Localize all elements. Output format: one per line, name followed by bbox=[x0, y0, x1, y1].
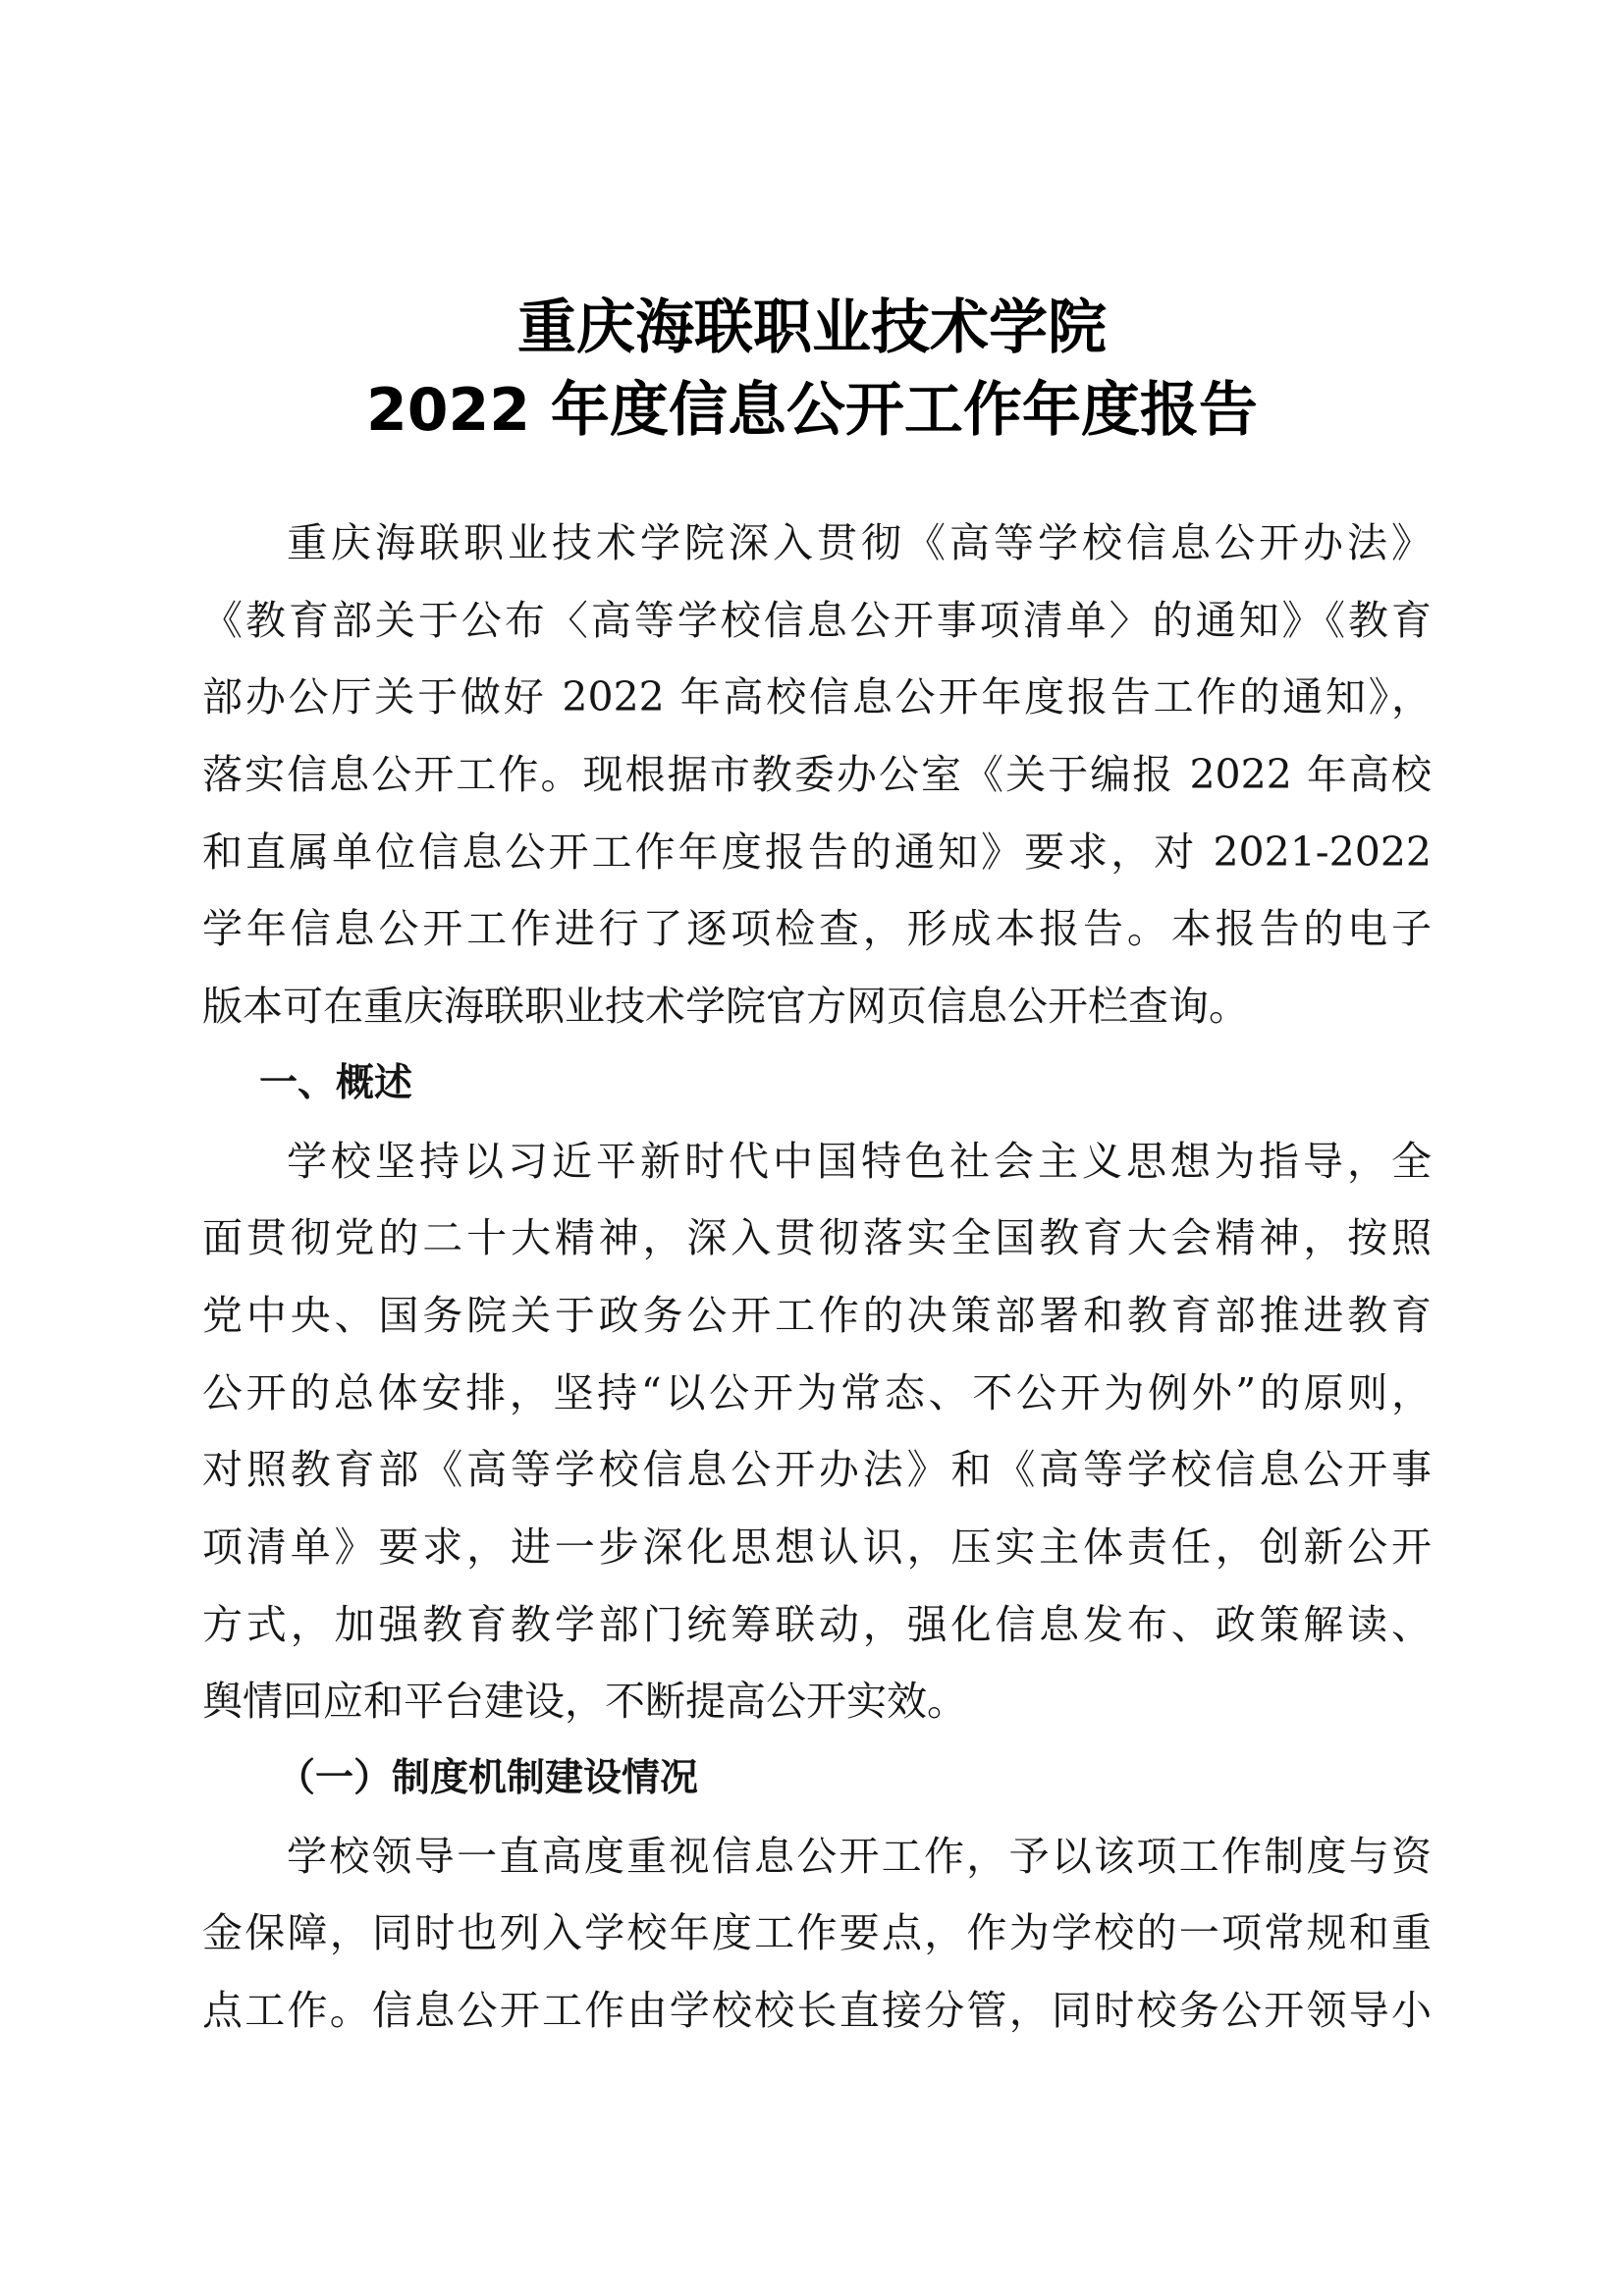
paragraph-line: 部办公厅关于做好 2022 年高校信息公开年度报告工作的通知》， bbox=[202, 673, 1432, 721]
paragraph-line: 舆情回应和平台建设，不断提高公开实效。 bbox=[202, 1678, 967, 1726]
subsection-heading-mechanism: （一）制度机制建设情况 bbox=[277, 1756, 699, 1800]
paragraph-line: 方式，加强教育教学部门统筹联动，强化信息发布、政策解读、 bbox=[202, 1600, 1432, 1648]
paragraph-line: 项清单》要求，进一步深化思想认识，压实主体责任，创新公开 bbox=[202, 1522, 1432, 1571]
mechanism-paragraph bbox=[202, 1818, 1432, 2050]
paragraph-line: 面贯彻党的二十大精神，深入贯彻落实全国教育大会精神，按照 bbox=[202, 1214, 1432, 1262]
title-line-2: 2022 年度信息公开工作年度报告 bbox=[366, 376, 1258, 445]
document-title bbox=[0, 287, 1624, 452]
paragraph-line: 点工作。信息公开工作由学校校长直接分管，同时校务公开领导小 bbox=[202, 1987, 1432, 2035]
paragraph-line: 版本可在重庆海联职业技术学院官方网页信息公开栏查询。 bbox=[202, 983, 1249, 1031]
paragraph-line: 和直属单位信息公开工作年度报告的通知》要求，对 2021-2022 bbox=[202, 828, 1432, 876]
paragraph-line: 金保障，同时也列入学校年度工作要点，作为学校的一项常规和重 bbox=[202, 1909, 1432, 1957]
paragraph-line: 学校领导一直高度重视信息公开工作，予以该项工作制度与资 bbox=[287, 1832, 1432, 1880]
paragraph-line: 重庆海联职业技术学院深入贯彻《高等学校信息公开办法》 bbox=[287, 519, 1432, 566]
document-body bbox=[202, 505, 1432, 2050]
paragraph-line: 公开的总体安排，坚持“以公开为常态、不公开为例外”的原则， bbox=[202, 1368, 1432, 1416]
paragraph-line: 对照教育部《高等学校信息公开办法》和《高等学校信息公开事 bbox=[202, 1446, 1432, 1494]
title-line-1: 重庆海联职业技术学院 bbox=[517, 294, 1107, 362]
intro-paragraph bbox=[202, 505, 1432, 1045]
paragraph-line: 学年信息公开工作进行了逐项检查，形成本报告。本报告的电子 bbox=[202, 905, 1432, 953]
section-heading-overview: 一、概述 bbox=[259, 1060, 413, 1105]
paragraph-line: 党中央、国务院关于政务公开工作的决策部署和教育部推进教育 bbox=[202, 1291, 1432, 1339]
overview-paragraph bbox=[202, 1123, 1432, 1741]
paragraph-line: 学校坚持以习近平新时代中国特色社会主义思想为指导，全 bbox=[287, 1137, 1432, 1185]
paragraph-line: 落实信息公开工作。现根据市教委办公室《关于编报 2022 年高校 bbox=[202, 751, 1432, 799]
paragraph-line: 《教育部关于公布〈高等学校信息公开事项清单〉的通知》《教育 bbox=[202, 596, 1432, 644]
